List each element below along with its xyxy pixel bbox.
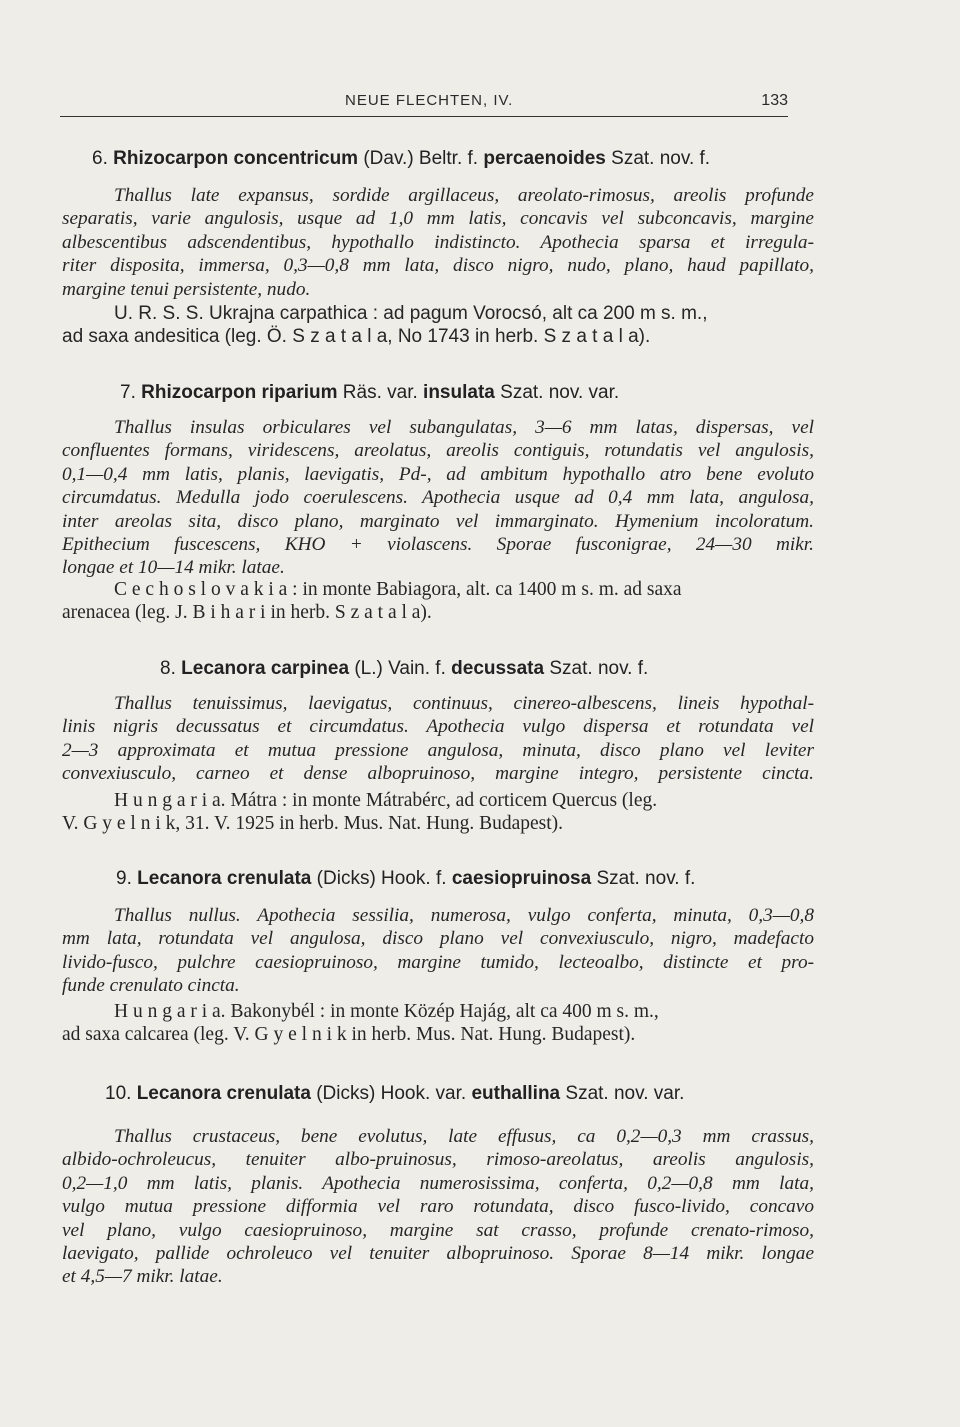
diagnosis-line: 2—3 approximata et mutua pressione angulosa, minuta, disco plano vel leviter bbox=[62, 739, 814, 761]
locality-block bbox=[62, 789, 814, 836]
locality-line bbox=[62, 578, 814, 601]
diagnosis-line: separatis, varie angulosis, usque ad 1,0 mm latis, concavis vel subconcavis, margine bbox=[62, 208, 814, 230]
infra-taxon-name: decussata bbox=[451, 658, 545, 679]
diagnosis-line: inter areolas sita, disco plano, marginato vel immarginato. Hymenium incoloratum. bbox=[62, 510, 814, 532]
running-head: NEUE FLECHTEN, IV. bbox=[345, 92, 514, 109]
diagnosis-line: albido-ochroleucus, tenuiter albo-pruinosus, rimoso-areolatus, areolis angulosis, bbox=[62, 1149, 814, 1171]
diagnosis-line: convexiusculo, carneo et dense albopruinoso, margine integro, persistente cincta. bbox=[62, 763, 814, 785]
diagnosis-line: livido-fusco, pulchre caesiopruinoso, margine tumido, lecteoalbo, distincte et pro- bbox=[62, 951, 814, 973]
taxon-author: (L.) Vain. f. bbox=[354, 658, 446, 679]
diagnosis-line: Thallus insulas orbiculares vel subangulatas, 3—6 mm latas, dispersas, vel bbox=[114, 417, 814, 438]
diagnosis-line: 0,1—0,4 mm latis, planis, laevigatis, Pd-, ad ambitum hypothallo atro bene evoluto bbox=[62, 463, 814, 485]
locality-line bbox=[62, 302, 814, 325]
infra-taxon-author: Szat. nov. f. bbox=[596, 868, 696, 889]
locality-text: Bakonybél : in monte Közép Hajág, alt ca 400 m s. m., bbox=[230, 1001, 659, 1022]
diagnosis-line: Thallus nullus. Apothecia sessilia, numerosa, vulgo conferta, minuta, 0,3—0,8 bbox=[114, 905, 814, 926]
taxon-name: Rhizocarpon riparium bbox=[141, 382, 338, 403]
taxon-author: (Dicks) Hook. var. bbox=[316, 1083, 467, 1104]
locality-block bbox=[62, 1000, 814, 1047]
diagnosis-line: Thallus late expansus, sordide argillaceus, areolato-rimosus, areolis profunde bbox=[114, 185, 814, 206]
infra-taxon-name: caesiopruinosa bbox=[451, 868, 592, 889]
diagnosis-paragraph bbox=[62, 692, 814, 786]
diagnosis-line: riter disposita, immersa, 0,3—0,8 mm lata, disco nigro, nudo, plano, haud papillato, bbox=[62, 255, 814, 277]
diagnosis-paragraph bbox=[62, 416, 814, 580]
locality-block bbox=[62, 302, 814, 349]
diagnosis-paragraph bbox=[62, 184, 814, 301]
entry-number: 7. bbox=[120, 382, 136, 403]
diagnosis-paragraph bbox=[62, 1125, 814, 1289]
infra-taxon-author: Szat. nov. f. bbox=[611, 148, 711, 169]
diagnosis-line: linis nigris decussatus et circumdatus. Apothecia vulgo dispersa et rotundata vel bbox=[62, 716, 814, 738]
diagnosis-line: et 4,5—7 mikr. latae. bbox=[62, 1266, 223, 1288]
diagnosis-line: 0,2—1,0 mm latis, planis. Apothecia numerosissima, conferta, 0,2—0,8 mm lata, bbox=[62, 1172, 814, 1194]
diagnosis-line: albescentibus adscendentibus, hypothallo indistincto. Apothecia sparsa et irregula- bbox=[62, 231, 814, 253]
locality-line bbox=[62, 601, 814, 624]
entry-title bbox=[105, 1083, 684, 1105]
locality-text: ad saxa andesitica (leg. Ö. S z a t a l a, No 1743 in herb. S z a t a l a). bbox=[62, 326, 651, 348]
entry-number: 8. bbox=[160, 658, 176, 679]
taxon-name: Rhizocarpon concentricum bbox=[113, 148, 359, 169]
locality-text: V. G y e l n i k, 31. V. 1925 in herb. Mus. Nat. Hung. Budapest). bbox=[62, 813, 564, 835]
diagnosis-line: confluentes formans, viridescens, areolatus, areolis contiguis, rotundatis vel angulosis, bbox=[62, 440, 814, 462]
taxon-name: Lecanora crenulata bbox=[137, 868, 312, 889]
entry-number: 10. bbox=[105, 1083, 132, 1104]
locality-line bbox=[62, 325, 814, 348]
diagnosis-line: mm lata, rotundata vel angulosa, disco plano vel convexiusculo, nigro, madefacto bbox=[62, 928, 814, 950]
page-header bbox=[60, 88, 788, 117]
locality-block bbox=[62, 578, 814, 625]
infra-taxon-author: Szat. nov. var. bbox=[500, 382, 620, 403]
entry-title bbox=[116, 868, 695, 890]
diagnosis-line: Thallus crustaceus, bene evolutus, late effusus, ca 0,2—0,3 mm crassus, bbox=[114, 1126, 814, 1147]
diagnosis-line: Thallus tenuissimus, laevigatus, continuus, cinereo-albescens, lineis hypothal- bbox=[114, 693, 814, 714]
locality-text: Ukrajna carpathica : ad pagum Vorocsó, alt ca 200 m s. m., bbox=[209, 303, 708, 324]
locality-line bbox=[62, 812, 814, 835]
locality-text: in monte Babiagora, alt. ca 1400 m s. m. ad saxa bbox=[302, 579, 682, 600]
locality-region: H u n g a r i a. bbox=[114, 1001, 226, 1022]
entry-number: 6. bbox=[92, 148, 108, 169]
infra-taxon-name: percaenoides bbox=[483, 148, 606, 169]
diagnosis-line: vel plano, vulgo caesiopruinoso, margine sat crasso, profunde crenato-rimoso, bbox=[62, 1219, 814, 1241]
taxon-author: (Dav.) Beltr. f. bbox=[363, 148, 479, 169]
diagnosis-line: Epithecium fuscescens, KHO + violascens. Sporae fusconigrae, 24—30 mikr. bbox=[62, 534, 814, 556]
taxon-name: Lecanora carpinea bbox=[181, 658, 350, 679]
infra-taxon-name: insulata bbox=[423, 382, 495, 403]
taxon-name: Lecanora crenulata bbox=[136, 1083, 311, 1104]
entry-title bbox=[160, 658, 648, 680]
locality-text: ad saxa calcarea (leg. V. G y e l n i k in herb. Mus. Nat. Hung. Budapest). bbox=[62, 1024, 636, 1046]
entry-title bbox=[120, 382, 619, 404]
taxon-author: (Dicks) Hook. f. bbox=[316, 868, 447, 889]
taxon-author: Räs. var. bbox=[342, 382, 418, 403]
locality-region: H u n g a r i a. bbox=[114, 790, 226, 811]
locality-line bbox=[62, 789, 814, 812]
diagnosis-line: vulgo mutua pressione difformia vel raro rotundata, disco fusco-livido, concavo bbox=[62, 1196, 814, 1218]
diagnosis-line: funde crenulato cincta. bbox=[62, 975, 240, 997]
diagnosis-line: laevigato, pallide ochroleuco vel tenuiter albopruinoso. Sporae 8—14 mikr. longae bbox=[62, 1243, 814, 1265]
locality-region: C e c h o s l o v a k i a : bbox=[114, 579, 298, 600]
locality-region: U. R. S. S. bbox=[114, 303, 204, 324]
diagnosis-line: longae et 10—14 mikr. latae. bbox=[62, 557, 285, 579]
infra-taxon-name: euthallina bbox=[471, 1083, 561, 1104]
page-number: 133 bbox=[761, 92, 788, 109]
locality-line bbox=[62, 1023, 814, 1046]
diagnosis-line: margine tenui persistente, nudo. bbox=[62, 278, 311, 300]
entry-number: 9. bbox=[116, 868, 132, 889]
locality-line bbox=[62, 1000, 814, 1023]
infra-taxon-author: Szat. nov. var. bbox=[565, 1083, 685, 1104]
locality-text: Mátra : in monte Mátrabérc, ad corticem Quercus (leg. bbox=[230, 790, 658, 811]
diagnosis-paragraph bbox=[62, 904, 814, 998]
diagnosis-line: circumdatus. Medulla jodo coerulescens. Apothecia usque ad 0,4 mm lata, angulosa, bbox=[62, 487, 814, 509]
entry-title bbox=[92, 148, 710, 170]
locality-text: arenacea (leg. J. B i h a r i in herb. S z a t a l a). bbox=[62, 602, 432, 624]
infra-taxon-author: Szat. nov. f. bbox=[549, 658, 649, 679]
